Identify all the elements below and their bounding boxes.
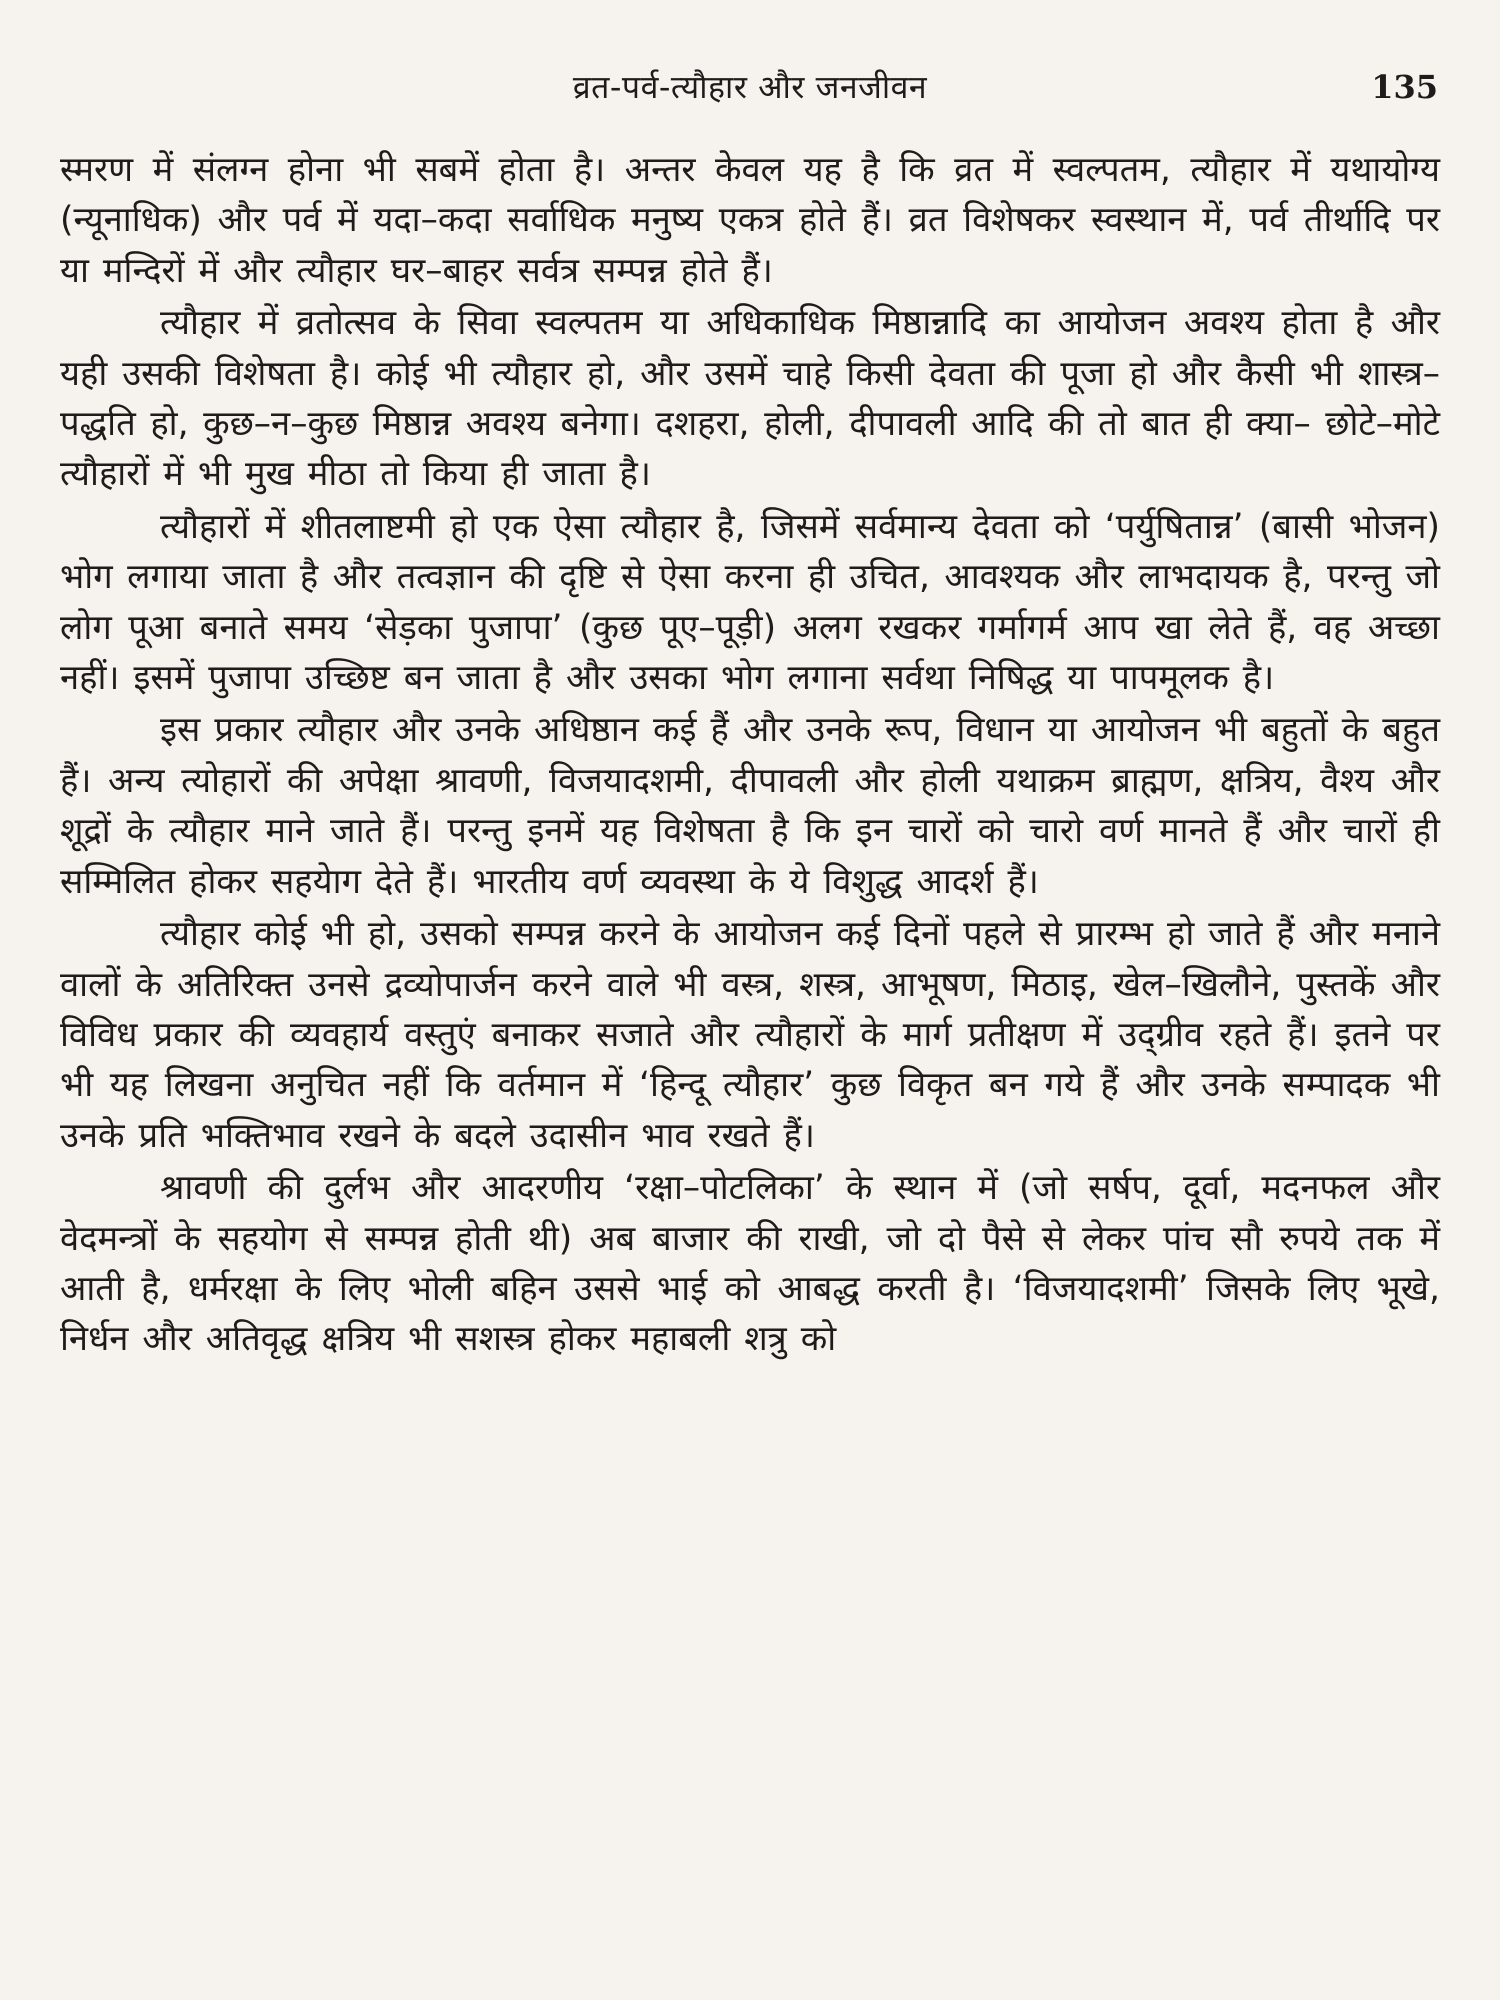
paragraph: त्यौहार कोई भी हो, उसको सम्पन्न करने के आयोजन कई दिनों पहले से प्रारम्भ हो जाते हैं और मनाने वालों के अतिरिक्त उनसे द्रव्योपार्जन करने वाले भी वस्त्र, शस्त्र, आभूषण, मिठाइ, खेल–खिलौने, पुस्तकें और विविध प्रकार की व्यवहार्य वस्तुएं बनाकर सजाते और त्यौहारों के मार्ग प्रतीक्षण में उद्ग्रीव रहते हैं। इतने पर भी यह लिखना अनुचित नहीं कि वर्तमान में ‘हिन्दू त्यौहार’ कुछ विकृत बन गये हैं और उनके सम्पादक भी उनके प्रति भक्तिभाव रखने के बदले उदासीन भाव रखते हैं। — [60, 914, 1440, 1156]
body-text — [60, 145, 1440, 1365]
chapter-title: व्रत-पर्व-त्यौहार और जनजीवन — [572, 68, 928, 106]
paragraph: स्मरण में संलग्न होना भी सबमें होता है। अन्तर केवल यह है कि व्रत में स्वल्पतम, त्यौहार में यथायोग्य (न्यूनाधिक) और पर्व में यदा–कदा सर्वाधिक मनुष्य एकत्र होते हैं। व्रत विशेषकर स्वस्थान में, पर्व तीर्थादि पर या मन्दिरों में और त्यौहार घर–बाहर सर्वत्र सम्पन्न होते हैं। — [60, 150, 1440, 291]
paragraph: इस प्रकार त्यौहार और उनके अधिष्ठान कई हैं और उनके रूप, विधान या आयोजन भी बहुतों के बहुत हैं। अन्य त्योहारों की अपेक्षा श्रावणी, विजयादशमी, दीपावली और होली यथाक्रम ब्राह्मण, क्षत्रिय, वैश्य और शूद्रों के त्यौहार माने जाते हैं। परन्तु इनमें यह विशेषता है कि इन चारों को चारो वर्ण मानते हैं और चारों ही सम्मिलित होकर सहयेाग देते हैं। भारतीय वर्ण व्यवस्था के ये विशुद्ध आदर्श हैं। — [60, 710, 1440, 902]
running-header — [0, 62, 1500, 112]
page-number: 135 — [1371, 68, 1438, 106]
paragraph: श्रावणी की दुर्लभ और आदरणीय ‘रक्षा–पोटलिका’ के स्थान में (जो सर्षप, दूर्वा, मदनफल और वेदमन्त्रों के सहयोग से सम्पन्न होती थी) अब बाजार की राखी, जो दो पैसे से लेकर पांच सौ रुपये तक में आती है, धर्मरक्षा के लिए भोली बहिन उससे भाई को आबद्ध करती है। ‘विजयादशमी’ जिसके लिए भूखे, निर्धन और अतिवृद्ध क्षत्रिय भी सशस्त्र होकर महाबली शत्रु को — [60, 1168, 1440, 1360]
paragraph: त्यौहारों में शीतलाष्टमी हो एक ऐसा त्यौहार है, जिसमें सर्वमान्य देवता को ‘पर्युषितान्न’ (बासी भोजन) भोग लगाया जाता है और तत्वज्ञान की दृष्टि से ऐसा करना ही उचित, आवश्यक और लाभदायक है, परन्तु जो लोग पूआ बनाते समय ‘सेड़का पुजापा’ (कुछ पूए–पूड़ी) अलग रखकर गर्मागर्म आप खा लेते हैं, वह अच्छा नहीं। इसमें पुजापा उच्छिष्ट बन जाता है और उसका भोग लगाना सर्वथा निषिद्ध या पापमूलक है। — [60, 506, 1440, 699]
paragraph: त्यौहार में व्रतोत्सव के सिवा स्वल्पतम या अधिकाधिक मिष्ठान्नादि का आयोजन अवश्य होता है और यही उसकी विशेषता है। कोई भी त्यौहार हो, और उसमें चाहे किसी देवता की पूजा हो और कैसी भी शास्त्र–पद्धति हो, कुछ–न–कुछ मिष्ठान्न अवश्य बनेगा। दशहरा, होली, दीपावली आदि की तो बात ही क्या– छोटे–मोटे त्यौहारों में भी मुख मीठा तो किया ही जाता है। — [60, 303, 1440, 495]
